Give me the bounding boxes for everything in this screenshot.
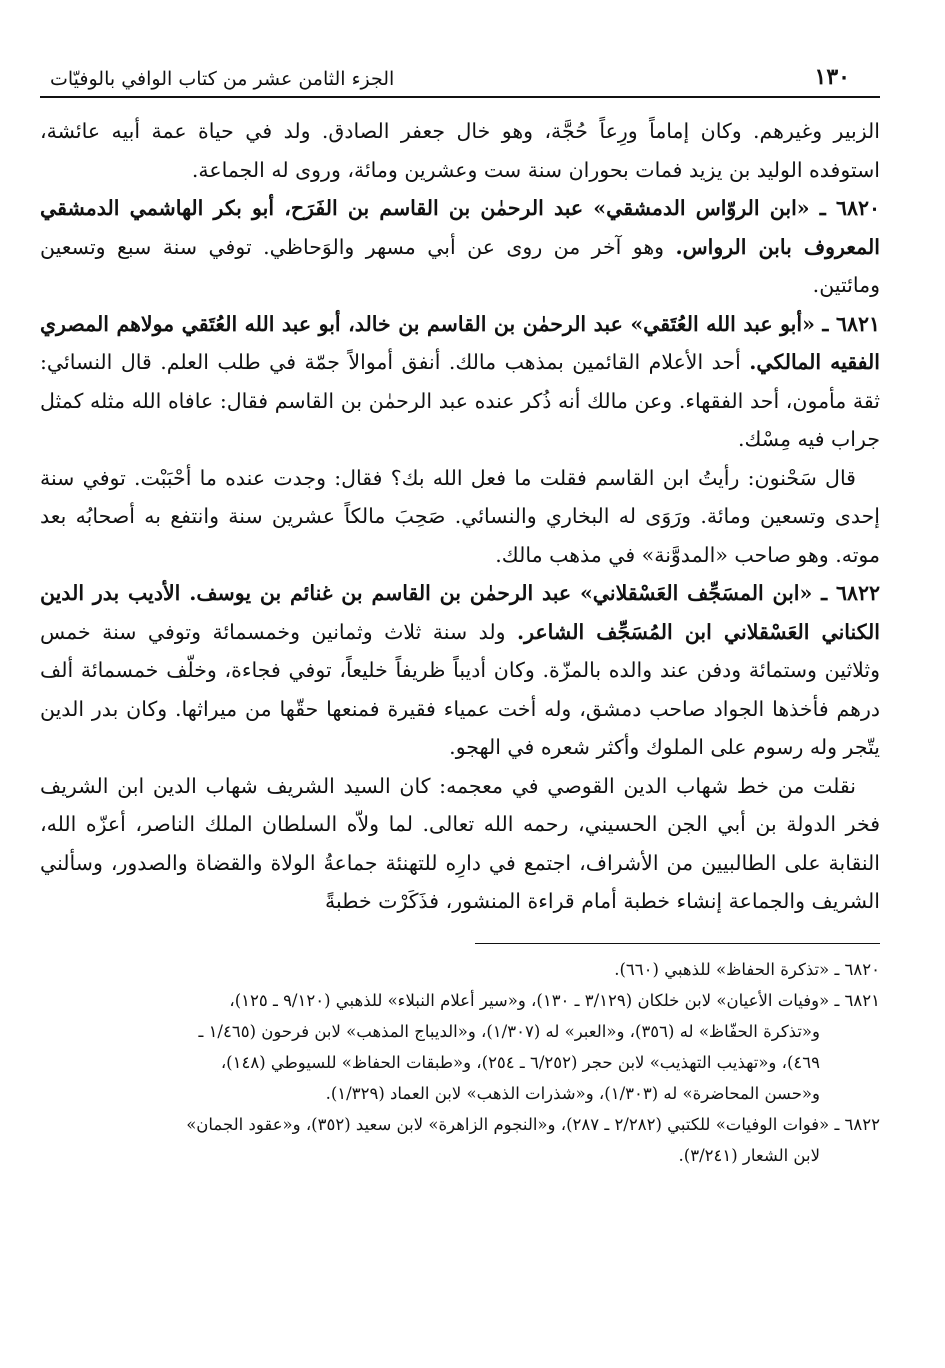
entry-6820 (40, 189, 880, 305)
entry-text: ولد سنة ثلاث وثمانين وخمسمائة وتوفي سنة خمس وثلاثين وستمائة ودفن عند والده بالمزّة. وكان أديباً ظريفاً خليعاً، توفي فجاءة، وخلّف خمسمائة ألف درهم فأخذها الجواد صاحب دمشق، وله أخت عمياء فقيرة فمنعها حقّها من ميراثها. وكان بدر الدين يتّجر وله رسوم على الملوك وأكثر شعره في الهجو. (40, 619, 880, 759)
book-page (40, 50, 880, 1171)
main-text (40, 112, 880, 921)
header-divider (40, 96, 880, 98)
footnote-6821-line: و«تذكرة الحفّاظ» له (٣٥٦)، و«العبر» له (١/٣٠٧)، و«الديباج المذهب» لابن فرحون (١/٤٦٥ ـ (198, 1021, 820, 1041)
footnote-6822-line: لابن الشعار (٣/٢٤١). (678, 1145, 820, 1165)
footnotes (40, 954, 880, 1171)
entry-6822 (40, 574, 880, 767)
footnote-divider (475, 943, 880, 944)
page-number: ١٣٠ (814, 64, 850, 90)
entry-heading: ٦٨٢١ ـ «أبو عبد الله العُتَقي» عبد الرحمٰن بن القاسم بن خالد، أبو عبد الله العُتَقي مولاهم المصري الفقيه المالكي. (40, 311, 880, 374)
entry-heading: ٦٨٢٢ ـ «ابن المسَجِّف العَسْقلاني» عبد الرحمٰن بن القاسم بن غنائم بن يوسف. الأديب بدر الدين الكناني العَسْقلاني ابن المُسَجِّف الشاعر. (40, 581, 881, 644)
footnote-6821: ٦٨٢١ ـ «وفيات الأعيان» لابن خلكان (٣/١٢٩ ـ ١٣٠)، و«سير أعلام النبلاء» للذهبي (٩/١٢٠ ـ ١٢٥)، (229, 990, 880, 1010)
page-header (40, 50, 880, 90)
entry-6821 (40, 305, 880, 459)
entry-6822-paragraph-2: نقلت من خط شهاب الدين القوصي في معجمه: كان السيد الشريف شهاب الدين ابن الشريف فخر الدولة بن أبي الجن الحسيني، رحمه الله تعالى. لما ولاّه السلطان الملك الناصر، أعزّه الله، النقابة على الطالبيين من الأشراف، اجتمع في دارِه للتهنئة جماعةُ الولاة والقضاة والصدور، وسألني الشريف والجماعة إنشاء خطبة أمام قراءة المنشور، فذَكَرْت خطبةً (40, 773, 880, 913)
intro-paragraph: الزبير وغيرهم. وكان إماماً ورِعاً حُجَّة، وهو خال جعفر الصادق. ولد في حياة عمة أبيه عائشة، استوفده الوليد بن يزيد فمات بحوران سنة ست وعشرين ومائة، وروى له الجماعة. (40, 119, 880, 182)
entry-6821-paragraph-2: قال سَحْنون: رأيتُ ابن القاسم فقلت ما فعل الله بك؟ فقال: وجدت عنده ما أحْبَبْت. توفي سنة إحدى وتسعين ومائة. ورَوَى له البخاري والنسائي. صَحِبَ مالكاً عشرين سنة وانتفع به أصحابُه بعد موته. وهو صاحب «المدوَّنة» في مذهب مالك. (40, 465, 880, 567)
running-title: الجزء الثامن عشر من كتاب الوافي بالوفيّات (50, 68, 395, 90)
entry-text: وهو آخر من روى عن أبي مسهر والوَحاظي. توفي سنة سبع وتسعين ومائتين. (40, 234, 880, 297)
footnote-6822: ٦٨٢٢ ـ «فوات الوفيات» للكتبي (٢/٢٨٢ ـ ٢٨٧)، و«النجوم الزاهرة» لابن سعيد (٣٥٢)، و«عقود الجمان» (186, 1114, 880, 1134)
entry-text: أحد الأعلام القائمين بمذهب مالك. أنفق أموالاً جمّة في طلب العلم. قال النسائي: ثقة مأمون، أحد الفقهاء. وعن مالك أنه ذُكر عنده عبد الرحمٰن بن القاسم فقال: عافاه الله مثله كمثل جراب فيه مِسْك. (40, 350, 880, 451)
entry-heading: ٦٨٢٠ ـ «ابن الروّاس الدمشقي» عبد الرحمٰن بن القاسم بن الفَرَح، أبو بكر الهاشمي الدمشقي المعروف بابن الرواس. (40, 196, 880, 259)
footnote-6820: ٦٨٢٠ ـ «تذكرة الحفاظ» للذهبي (٦٦٠). (614, 959, 880, 979)
footnote-6821-line: و«حسن المحاضرة» له (١/٣٠٣)، و«شذرات الذهب» لابن العماد (١/٣٢٩). (325, 1083, 820, 1103)
footnote-6821-line: ٤٦٩)، و«تهذيب التهذيب» لابن حجر (٦/٢٥٢ ـ ٢٥٤)، و«طبقات الحفاظ» للسيوطي (١٤٨)، (220, 1052, 820, 1072)
